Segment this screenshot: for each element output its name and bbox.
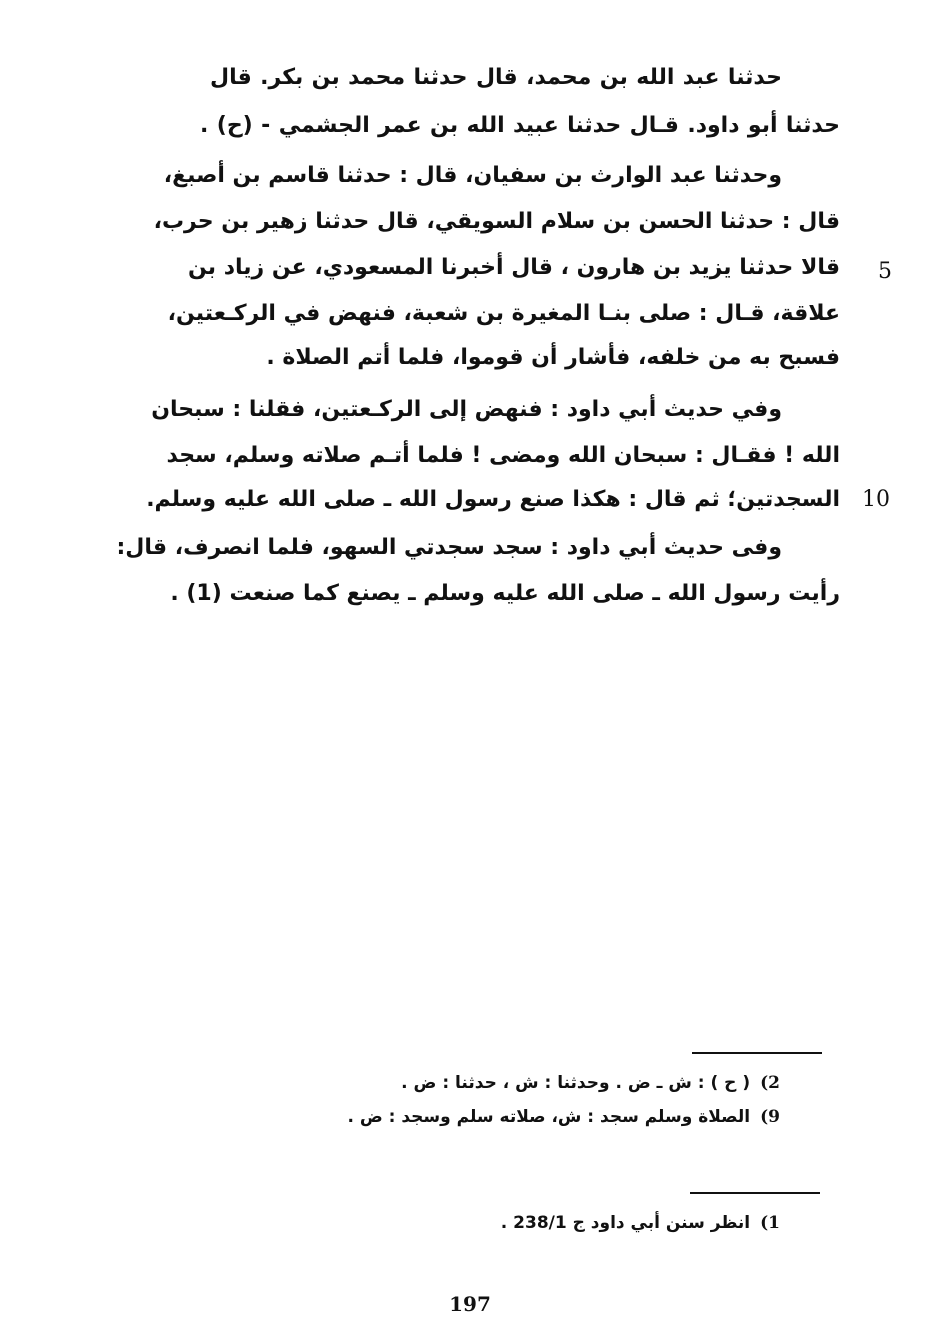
reference-note-1 xyxy=(501,1208,780,1238)
text-line-12: رأيت رسول الله ـ صلى الله عليه وسلم ـ يصنع كما صنعت (1) . xyxy=(170,581,840,606)
variant-note-number: 9) xyxy=(760,1107,780,1127)
text-line-1: حدثنا عبد الله بن محمد، قال حدثنا محمد بن بكر. قال xyxy=(210,65,782,90)
text-line-3: وحدثنا عبد الوارث بن سفيان، قال : حدثنا قاسم بن أصبغ، xyxy=(163,163,782,188)
line-number-5: 5 xyxy=(878,259,892,284)
variant-note-2 xyxy=(401,1068,780,1098)
text-line-2: حدثنا أبو داود. قـال حدثنا عبيد الله بن عمر الجشمي - (ح) . xyxy=(200,113,840,138)
text-line-11: وفى حديث أبي داود : سجد سجدتي السهو، فلما انصرف، قال: xyxy=(116,535,782,560)
footnote-rule-bottom xyxy=(690,1192,820,1194)
variant-note-9 xyxy=(347,1102,780,1132)
line-number-10: 10 xyxy=(862,487,890,512)
text-line-7: فسبح به من خلفه، فأشار أن قوموا، فلما أتم الصلاة . xyxy=(266,345,840,370)
variant-note-number: 2) xyxy=(760,1073,780,1093)
text-line-10: السجدتين؛ ثم قال : هكذا صنع رسول الله ـ صلى الله عليه وسلم. xyxy=(146,487,840,512)
reference-note-number: 1) xyxy=(760,1213,780,1233)
page-number: 197 xyxy=(449,1292,491,1316)
text-line-5: قالا حدثنا يزيد بن هارون ، قال أخبرنا المسعودي، عن زياد بن xyxy=(188,255,840,280)
text-line-8: وفي حديث أبي داود : فنهض إلى الركـعتين، فقلنا : سبحان xyxy=(151,397,782,422)
footnote-rule-top xyxy=(692,1052,822,1054)
reference-note-text: انظر سنن أبي داود ج 238/1 . xyxy=(500,1213,751,1233)
text-line-9: الله ! فقـال : سبحان الله ومضى ! فلما أتـم صلاته وسلم، سجد xyxy=(166,443,840,468)
text-line-6: علاقة، قـال : صلى بنـا المغيرة بن شعبة، فنهض في الركـعتين، xyxy=(167,301,840,326)
variant-note-text: ( ح ) : ش ـ ض . وحدثنا : ش ، حدثنا : ض . xyxy=(401,1073,751,1093)
text-line-4: قال : حدثنا الحسن بن سلام السويقي، قال حدثنا زهير بن حرب، xyxy=(153,209,840,234)
variant-note-text: الصلاة وسلم سجد : ش، صلاته سلم وسجد : ض . xyxy=(347,1107,751,1127)
